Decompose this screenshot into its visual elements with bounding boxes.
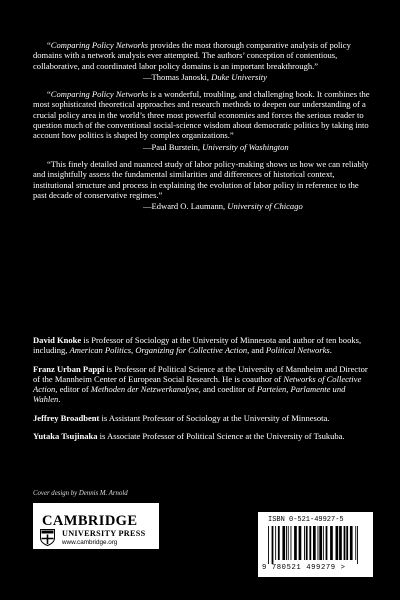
book-title: Political Networks bbox=[265, 345, 330, 356]
attribution-name: —Thomas Janoski, bbox=[143, 71, 212, 82]
barcode-panel bbox=[258, 512, 373, 577]
publisher-logo bbox=[33, 503, 159, 549]
ean-number: 9 780521 499279 > bbox=[262, 564, 346, 572]
author-name: Yutaka Tsujinaka bbox=[33, 431, 98, 442]
bio-text: and bbox=[249, 345, 266, 356]
barcode-bar bbox=[318, 526, 319, 560]
cover-design-credit: Cover design by Dennis M. Arnold bbox=[33, 490, 128, 497]
barcode-bar bbox=[291, 526, 292, 560]
bio-pappi bbox=[33, 364, 373, 405]
bio-text: and coeditor of bbox=[200, 384, 257, 395]
blurb-text bbox=[33, 89, 373, 140]
barcode-bar bbox=[278, 526, 280, 560]
bio-text: . bbox=[58, 394, 61, 405]
barcode-bar bbox=[306, 526, 308, 560]
barcode-bar bbox=[313, 526, 316, 560]
barcode-bar bbox=[288, 526, 289, 560]
blurb-body: is a wonderful, troubling, and challenging book. It combines the most sophisticated theoretical approaches and research methods to deepen our understanding of a crucial policy area in the world’s three most powerful economies and forces the serious reader to question much of the conventional social-science wisdom about democratic politics by taking into account how politics is shaped by complex organizations.” bbox=[33, 89, 370, 141]
book-title: Methoden der Netzwerkanalyse, bbox=[90, 384, 201, 395]
book-title: American Politics, Organizing for Collective Action, bbox=[69, 345, 250, 356]
blurb-body: provides the most thorough comparative analysis of policy domains with a network analysis ever attempted. The authors’ conception of contentious, collaborative, and coordinated labor policy domains is an important breakthrough.” bbox=[33, 40, 351, 71]
blurb-text bbox=[33, 40, 373, 71]
author-bios bbox=[33, 335, 373, 449]
author-name: Franz Urban Pappi bbox=[33, 363, 105, 374]
publisher-name: CAMBRIDGE bbox=[42, 513, 138, 529]
bio-knoke bbox=[33, 335, 373, 356]
bio-text: is Professor of Political Science at the University of Mannheim and Director of the Mannheim Center of European Social Research. He is coauthor of bbox=[33, 363, 368, 384]
barcode-bar bbox=[282, 526, 285, 560]
blurb-attribution bbox=[33, 142, 373, 152]
blurb-janoski bbox=[33, 40, 373, 82]
barcode-bar bbox=[330, 526, 333, 560]
barcode-bar bbox=[286, 526, 287, 560]
blurb-body: “This finely detailed and nuanced study of labor policy-making shows us how we can reliably and insightfully assess the fundamental similarities and differences of historical context, institutional structure and process in explaining the evolution of labor policy in reference to the past decade of conservative regimes.” bbox=[33, 158, 369, 200]
barcode-bar bbox=[319, 526, 322, 560]
attribution-name: —Paul Burstein, bbox=[143, 141, 203, 152]
blurb-attribution bbox=[33, 201, 373, 211]
barcode-bar bbox=[304, 526, 305, 560]
author-name: Jeffrey Broadbent bbox=[33, 412, 100, 423]
attribution-affiliation: University of Chicago bbox=[227, 201, 303, 212]
barcode-bar bbox=[309, 526, 311, 560]
barcode-bar bbox=[357, 526, 358, 564]
barcode-bar bbox=[355, 526, 356, 560]
bio-text: is Assistant Professor of Sociology at the University of Minnesota. bbox=[99, 412, 330, 423]
blurb-text bbox=[33, 159, 373, 200]
bio-text: . bbox=[329, 345, 332, 356]
publisher-url: www.cambridge.org bbox=[62, 539, 118, 546]
bio-text: editor of bbox=[57, 384, 91, 395]
barcode bbox=[266, 526, 366, 564]
isbn-number: ISBN 0-521-49927-5 bbox=[268, 516, 344, 524]
attribution-affiliation: Duke University bbox=[211, 71, 267, 82]
barcode-bar bbox=[350, 526, 353, 560]
blurb-burstein bbox=[33, 89, 373, 152]
bio-tsujinaka bbox=[33, 431, 373, 441]
barcode-bar bbox=[344, 526, 346, 560]
bio-text: is Professor of Sociology at the University of Minnesota and author of ten books, including, bbox=[33, 335, 362, 356]
book-title: Comparing Policy Networks bbox=[50, 40, 149, 50]
cambridge-shield-icon bbox=[40, 529, 55, 546]
barcode-bar bbox=[336, 526, 339, 560]
author-name: David Knoke bbox=[33, 335, 82, 345]
barcode-bar bbox=[299, 526, 302, 560]
blurb-laumann bbox=[33, 159, 373, 211]
book-title: Comparing Policy Networks bbox=[50, 89, 149, 100]
barcode-bar bbox=[272, 526, 274, 564]
barcode-bar bbox=[294, 526, 297, 560]
quote-open: “ bbox=[47, 89, 51, 100]
barcode-bar bbox=[268, 526, 269, 564]
attribution-name: —Edward O. Laumann, bbox=[143, 201, 228, 212]
book-title: Networks of Collective Action, bbox=[33, 373, 362, 395]
barcode-bar bbox=[346, 526, 348, 560]
bio-text: is Associate Professor of Political Science at the University of Tsukuba. bbox=[97, 431, 345, 442]
quote-open: “ bbox=[47, 40, 51, 50]
book-title: Parteien, Parlamente und Wahlen bbox=[33, 384, 346, 405]
endorsements bbox=[33, 40, 373, 211]
barcode-bar bbox=[326, 526, 328, 560]
barcode-bar bbox=[339, 526, 342, 560]
barcode-bar bbox=[323, 526, 324, 560]
blurb-attribution bbox=[33, 72, 373, 82]
attribution-affiliation: University of Washington bbox=[202, 141, 289, 152]
bio-broadbent bbox=[33, 413, 373, 423]
barcode-bar bbox=[275, 526, 276, 560]
publisher-subtitle: UNIVERSITY PRESS bbox=[62, 529, 146, 538]
